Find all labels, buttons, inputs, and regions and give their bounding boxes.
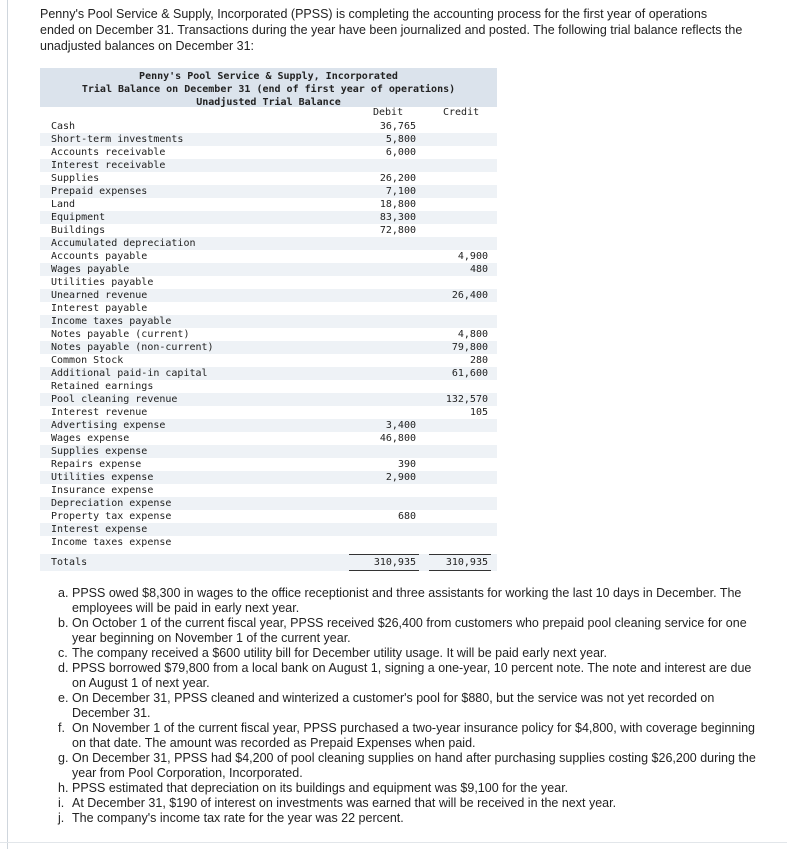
table-row: [40, 419, 497, 432]
debit-amount: 36,765: [379, 121, 416, 132]
table-row: [40, 315, 497, 328]
table-row: [40, 250, 497, 263]
total-credit: 310,935: [445, 557, 488, 568]
account-name: Property tax expense: [51, 511, 172, 522]
account-name: Utilities expense: [51, 472, 154, 483]
account-name: Wages payable: [51, 264, 130, 275]
account-name: Common Stock: [51, 355, 124, 366]
item-label: i.: [58, 796, 65, 810]
table-row: [40, 458, 497, 471]
item-label: d.: [58, 661, 69, 675]
debit-amount: 3,400: [385, 420, 416, 431]
table-row: [40, 185, 497, 198]
company-name: Penny's Pool Service & Supply, Incorporated: [139, 71, 398, 82]
table-row: [40, 302, 497, 315]
table-row: [40, 146, 497, 159]
table-row: [40, 510, 497, 523]
table-row: [40, 198, 497, 211]
table-row: [40, 445, 497, 458]
bottom-divider: [0, 842, 787, 843]
item-label: b.: [58, 616, 69, 630]
table-row: [40, 354, 497, 367]
table-row: [40, 276, 497, 289]
table-row: [40, 172, 497, 185]
credit-amount: 26,400: [451, 290, 488, 301]
account-name: Insurance expense: [51, 485, 154, 496]
debit-header: Debit: [373, 107, 404, 118]
item-label: j.: [58, 811, 65, 825]
debit-amount: 72,800: [379, 225, 416, 236]
table-row: [40, 523, 497, 536]
total-debit: 310,935: [373, 557, 416, 568]
item-text: PPSS borrowed $79,800 from a local bank on August 1, signing a one-year, 10 percent note. The note and interest are due on August 1 of next year.: [72, 661, 752, 690]
account-name: Supplies expense: [51, 446, 148, 457]
totals-row: [40, 554, 497, 571]
credit-amount: 480: [469, 264, 488, 275]
credit-amount: 4,800: [457, 329, 488, 340]
debit-amount: 83,300: [379, 212, 416, 223]
debit-amount: 2,900: [385, 472, 416, 483]
item-label: g.: [58, 751, 69, 765]
account-name: Cash: [51, 121, 76, 132]
item-text: On October 1 of the current fiscal year, PPSS received $26,400 from customers who prepaid pool cleaning service for one year beginning on November 1 of the current year.: [72, 616, 747, 645]
account-name: Equipment: [51, 212, 106, 223]
account-rows: [40, 120, 497, 549]
table-row: [40, 380, 497, 393]
account-name: Accounts payable: [51, 251, 148, 262]
table-row: [40, 159, 497, 172]
table-row: [40, 497, 497, 510]
table-row: [40, 224, 497, 237]
debit-amount: 18,800: [379, 199, 416, 210]
table-row: [40, 484, 497, 497]
account-name: Utilities payable: [51, 277, 154, 288]
item-label: c.: [58, 646, 68, 660]
account-name: Supplies: [51, 173, 100, 184]
account-name: Prepaid expenses: [51, 186, 148, 197]
account-name: Depreciation expense: [51, 498, 172, 509]
adjustment-items-list: [58, 586, 758, 826]
account-name: Notes payable (current): [51, 329, 190, 340]
totals-label: Totals: [51, 557, 88, 568]
item-text: The company's income tax rate for the year was 22 percent.: [72, 811, 404, 825]
list-item: [58, 616, 758, 646]
list-item: [58, 691, 758, 721]
account-name: Pool cleaning revenue: [51, 394, 178, 405]
debit-amount: 7,100: [385, 186, 416, 197]
item-text: PPSS estimated that depreciation on its buildings and equipment was $9,100 for the year.: [72, 781, 569, 795]
credit-amount: 132,570: [445, 394, 488, 405]
account-name: Wages expense: [51, 433, 130, 444]
intro-paragraph: Penny's Pool Service & Supply, Incorporated (PPSS) is completing the accounting process for the first year of operations ended on December 31. Transactions during the year have been journalized and posted. The following trial balance reflects the unadjusted balances on December 31:: [40, 7, 743, 53]
account-name: Buildings: [51, 225, 106, 236]
credit-amount: 4,900: [457, 251, 488, 262]
list-item: [58, 781, 758, 796]
table-row: [40, 328, 497, 341]
trial-balance-table: [40, 68, 497, 571]
table-row: [40, 237, 497, 250]
account-name: Short-term investments: [51, 134, 184, 145]
item-label: e.: [58, 691, 69, 705]
table-row: [40, 289, 497, 302]
table-row: [40, 341, 497, 354]
account-name: Interest revenue: [51, 407, 148, 418]
item-text: On November 1 of the current fiscal year, PPSS purchased a two-year insurance policy for $4,800, with coverage beginning on that date. The amount was recorded as Prepaid Expenses when paid.: [72, 721, 756, 750]
account-name: Income taxes expense: [51, 537, 172, 548]
table-row: [40, 133, 497, 146]
list-item: [58, 661, 758, 691]
account-name: Notes payable (non-current): [51, 342, 214, 353]
account-name: Income taxes payable: [51, 316, 172, 327]
debit-amount: 46,800: [379, 433, 416, 444]
table-row: [40, 120, 497, 133]
item-text: PPSS owed $8,300 in wages to the office receptionist and three assistants for working the last 10 days in December. The employees will be paid in early next year.: [72, 586, 742, 615]
list-item: [58, 796, 758, 811]
table-type: Unadjusted Trial Balance: [196, 97, 341, 108]
credit-amount: 280: [469, 355, 488, 366]
left-border: [7, 0, 8, 849]
account-name: Interest payable: [51, 303, 148, 314]
item-text: The company received a $600 utility bill for December utility usage. It will be paid early next year.: [72, 646, 607, 660]
account-name: Repairs expense: [51, 459, 142, 470]
debit-amount: 5,800: [385, 134, 416, 145]
account-name: Additional paid-in capital: [51, 368, 208, 379]
table-row: [40, 471, 497, 484]
account-name: Unearned revenue: [51, 290, 148, 301]
table-row: [40, 432, 497, 445]
table-row: [40, 211, 497, 224]
list-item: [58, 751, 758, 781]
table-row: [40, 367, 497, 380]
table-row: [40, 393, 497, 406]
trial-balance-header: [40, 68, 497, 107]
account-name: Land: [51, 199, 76, 210]
debit-amount: 6,000: [385, 147, 416, 158]
table-row: [40, 263, 497, 276]
account-name: Accumulated depreciation: [51, 238, 196, 249]
table-subtitle: Trial Balance on December 31 (end of first year of operations): [81, 84, 456, 95]
credit-amount: 79,800: [451, 342, 488, 353]
account-name: Accounts receivable: [51, 147, 166, 158]
table-row: [40, 536, 497, 549]
column-headers: [40, 107, 497, 120]
list-item: [58, 811, 758, 826]
account-name: Advertising expense: [51, 420, 166, 431]
item-label: f.: [58, 721, 65, 735]
item-text: On December 31, PPSS cleaned and winterized a customer's pool for $880, but the service was not yet recorded on December 31.: [72, 691, 715, 720]
list-item: [58, 586, 758, 616]
credit-amount: 105: [469, 407, 488, 418]
debit-amount: 680: [397, 511, 416, 522]
list-item: [58, 721, 758, 751]
list-item: [58, 646, 758, 661]
item-label: h.: [58, 781, 69, 795]
table-row: [40, 406, 497, 419]
credit-header: Credit: [443, 107, 480, 118]
account-name: Interest receivable: [51, 160, 166, 171]
item-text: On December 31, PPSS had $4,200 of pool cleaning supplies on hand after purchasing supplies costing $26,200 during the year from Pool Corporation, Incorporated.: [72, 751, 756, 780]
debit-amount: 26,200: [379, 173, 416, 184]
debit-amount: 390: [397, 459, 416, 470]
account-name: Interest expense: [51, 524, 148, 535]
credit-amount: 61,600: [451, 368, 488, 379]
item-label: a.: [58, 586, 69, 600]
account-name: Retained earnings: [51, 381, 154, 392]
item-text: At December 31, $190 of interest on investments was earned that will be received in the next year.: [72, 796, 617, 810]
